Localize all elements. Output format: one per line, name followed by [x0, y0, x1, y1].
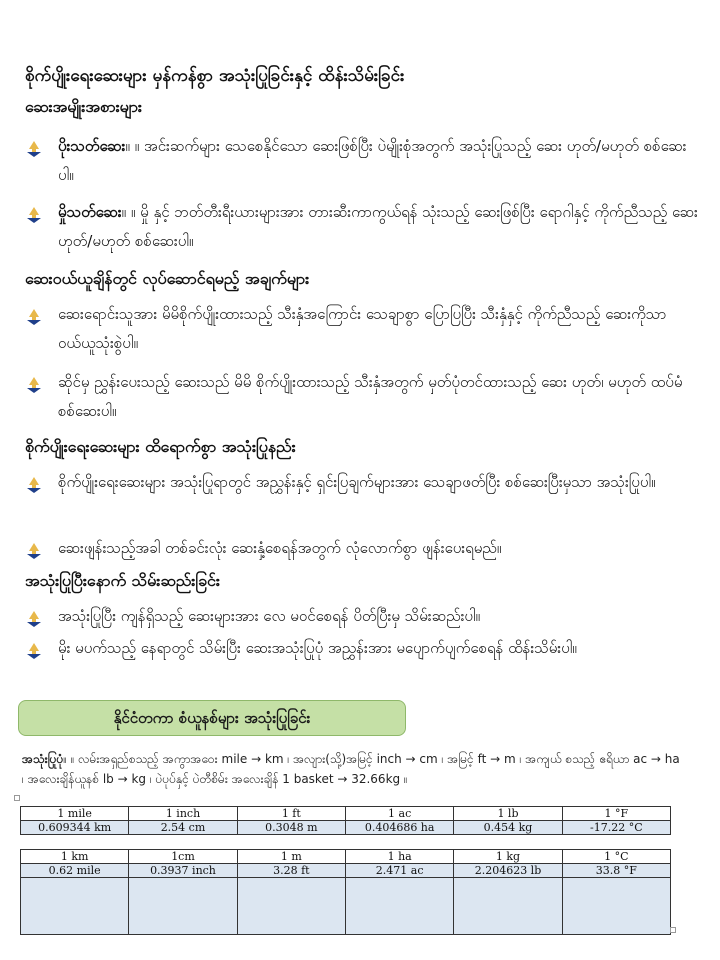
section-heading-medicine-types: ဆေးအမျိုးအစားများ	[25, 97, 142, 116]
conversion-table-imperial-to-metric	[20, 806, 671, 835]
table-cell	[237, 878, 345, 935]
bullet-body: အသုံးပြုပြီး ကျန်ရှိသည့် ဆေးများအား လေ မဝင်စေရန် ပိတ်ပြီးမှ သိမ်းဆည်းပါ။	[58, 607, 481, 625]
table-cell: 0.404686 ha	[345, 821, 453, 835]
usage-note-label: အသုံးပြုပုံ	[22, 752, 64, 766]
bullet-item	[25, 300, 695, 360]
table-cell: 3.28 ft	[237, 864, 345, 878]
table-cell: 1 mile	[21, 807, 129, 821]
bullet-body: ဆေးရောင်းသူအား မိမိစိုက်ပျိုးထားသည့် သီးနှံအကြောင်း သေချာစွာ ပြောပြပြီး သီးနှံနှင့် ကိုက်ညီသည့် ဆေးကိုသာ ဝယ်ယူသုံးစွဲပါ။	[58, 305, 667, 352]
table-cell	[21, 878, 129, 935]
resize-handle-icon	[670, 927, 676, 933]
table-cell: 0.609344 km	[21, 821, 129, 835]
bullet-body: ။ ။ အင်းဆက်များ သေစေနိုင်သော ဆေးဖြစ်ပြီး ပဲမျိုးစုံအတွက် အသုံးပြုသည့် ဆေး ဟုတ်/မဟုတ် စစ်ဆေးပါ။	[58, 137, 687, 184]
table-cell: 1 ac	[345, 807, 453, 821]
arrow-bullet-icon	[25, 308, 43, 326]
table-cell: 1 °C	[562, 850, 670, 864]
bullet-body: ။ ။ မှို နှင့် ဘတ်တီးရီးယားများအား တားဆီးကာကွယ်ရန် သုံးသည့် ဆေးဖြစ်ပြီး ရောဂါနှင့် ကိုက်ညီသည့် ဆေး ဟုတ်/မဟုတ် စစ်ဆေးပါ။	[58, 203, 698, 250]
bullet-body: ဆေးဖျန်းသည့်အခါ တစ်ခင်းလုံး ဆေးနှံ့စေရန်အတွက် လုံလောက်စွာ ဖျန်းပေးရမည်။	[58, 539, 502, 557]
table-cell: 1 inch	[129, 807, 237, 821]
bullet-item	[25, 132, 695, 192]
table-cell: 1 lb	[454, 807, 562, 821]
usage-note-text: ။ ။ လမ်းအရှည်စသည့် အကွာအဝေး mile → km ၊ အလျား(သို့)အမြင့် inch → cm ၊ အမြင့် ft → m ၊ အကျယ် စသည့် ဧရိယာ ac → ha ၊ အလေးချိန်ယူနစ် lb → kg ၊ ပဲပုပ်နှင့် ပဲတီစိမ်း အလေးချိန် 1 basket → 32.66kg ။	[22, 752, 680, 786]
bullet-text	[58, 132, 698, 190]
table-cell: 2.54 cm	[129, 821, 237, 835]
bullet-item	[25, 468, 695, 528]
international-units-label-box: နိုင်ငံတကာ စံယူနစ်များ အသုံးပြုခြင်း	[18, 700, 406, 736]
table-row	[21, 821, 671, 835]
bullet-bold-term: မှိုသတ်ဆေး	[58, 203, 122, 221]
table-cell	[345, 878, 453, 935]
table-row	[21, 864, 671, 878]
resize-handle-icon	[14, 795, 20, 801]
bullet-item	[25, 368, 695, 428]
bullet-item	[25, 602, 695, 634]
table-cell: 1 °F	[562, 807, 670, 821]
table-cell	[454, 878, 562, 935]
bullet-text	[58, 602, 698, 631]
bullet-bold-term: ပိုးသတ်ဆေး	[58, 137, 126, 155]
bullet-item	[25, 634, 695, 694]
section-heading-storage: အသုံးပြုပြီးနောက် သိမ်းဆည်းခြင်း	[25, 571, 220, 590]
bullet-body: စိုက်ပျိုးရေးဆေးများ အသုံးပြုရာတွင် အညွှန်းနှင့် ရှင်းပြချက်များအား သေချာဖတ်ပြီး စစ်ဆေးပြီးမှသာ အသုံးပြုပါ။	[58, 473, 656, 491]
table-cell: -17.22 °C	[562, 821, 670, 835]
arrow-bullet-icon	[25, 476, 43, 494]
section-heading-effective-use: စိုက်ပျိုးရေးဆေးများ ထိရောက်စွာ အသုံးပြုနည်း	[25, 437, 296, 456]
arrow-bullet-icon	[25, 206, 43, 224]
table-cell: 1 kg	[454, 850, 562, 864]
bullet-body: မိုး မပက်သည့် နေရာတွင် သိမ်းပြီး ဆေးအသုံးပြုပုံ အညွှန်းအား မပျောက်ပျက်စေရန် ထိန်းသိမ်းပါ။	[58, 639, 577, 657]
table-header-row	[21, 850, 671, 864]
bullet-text	[58, 368, 698, 426]
bullet-text	[58, 534, 698, 563]
section-heading-purchase: ဆေးဝယ်ယူချိန်တွင် လုပ်ဆောင်ရမည့် အချက်များ	[25, 269, 310, 288]
arrow-bullet-icon	[25, 376, 43, 394]
bullet-body: ဆိုင်မှ ညွှန်းပေးသည့် ဆေးသည် မိမိ စိုက်ပျိုးထားသည့် သီးနှံအတွက် မှတ်ပုံတင်ထားသည့် ဆေး ဟုတ်၊ မဟုတ် ထပ်မံ စစ်ဆေးပါ။	[58, 373, 683, 420]
arrow-bullet-icon	[25, 642, 43, 660]
bullet-text	[58, 198, 698, 256]
table-row-empty	[21, 878, 671, 935]
table-cell: 0.62 mile	[21, 864, 129, 878]
table-header-row	[21, 807, 671, 821]
bullet-item	[25, 198, 698, 258]
table-cell: 0.3048 m	[237, 821, 345, 835]
table-cell: 1cm	[129, 850, 237, 864]
table-cell: 33.8 °F	[562, 864, 670, 878]
usage-note	[22, 749, 682, 789]
bullet-text	[58, 300, 698, 358]
table-cell: 2.471 ac	[345, 864, 453, 878]
table-cell: 1 ha	[345, 850, 453, 864]
conversion-table-metric-to-imperial	[20, 849, 671, 935]
bullet-text	[58, 634, 698, 663]
table-cell: 1 km	[21, 850, 129, 864]
table-cell	[129, 878, 237, 935]
table-cell: 0.454 kg	[454, 821, 562, 835]
table-cell: 0.3937 inch	[129, 864, 237, 878]
table-cell	[562, 878, 670, 935]
table-cell: 2.204623 lb	[454, 864, 562, 878]
bullet-text	[58, 468, 698, 497]
arrow-bullet-icon	[25, 140, 43, 158]
arrow-bullet-icon	[25, 542, 43, 560]
arrow-bullet-icon	[25, 610, 43, 628]
page-title: စိုက်ပျိုးရေးဆေးများ မှန်ကန်စွာ အသုံးပြုခြင်းနှင့် ထိန်းသိမ်းခြင်း	[25, 66, 405, 86]
table-cell: 1 m	[237, 850, 345, 864]
table-cell: 1 ft	[237, 807, 345, 821]
bullet-item	[25, 534, 695, 566]
